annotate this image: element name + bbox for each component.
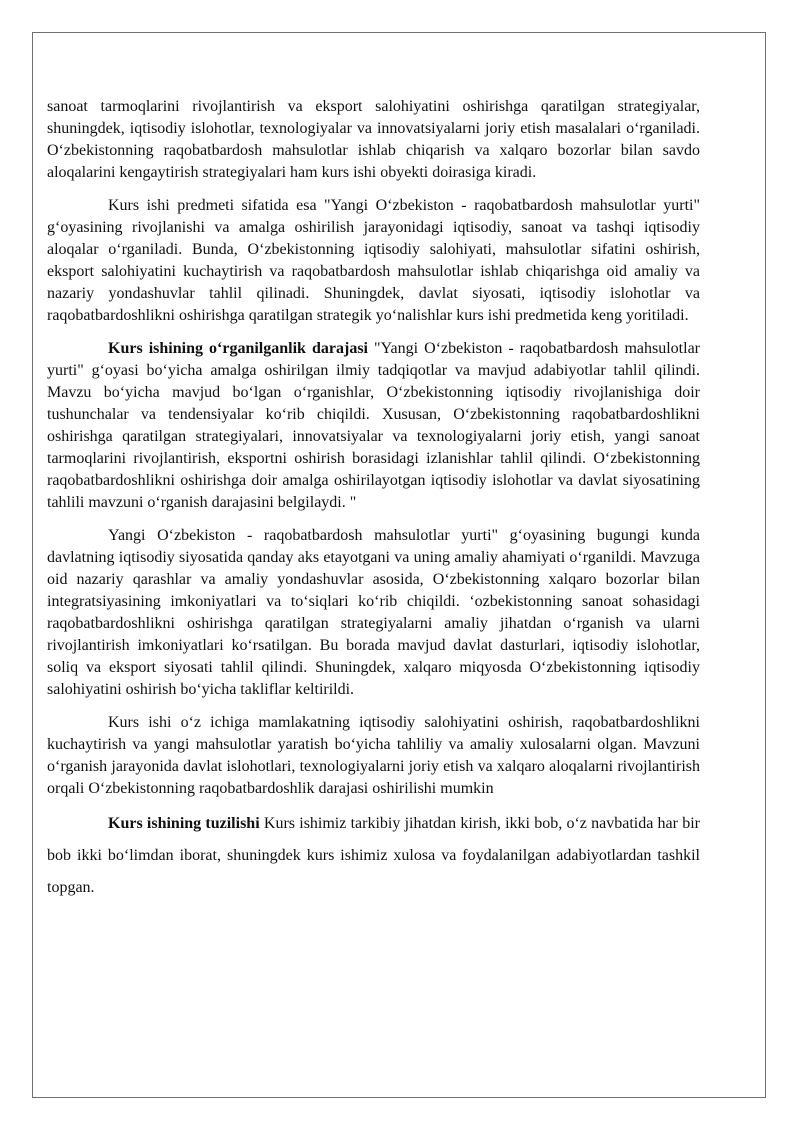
- paragraph-text: Kurs ishi o‘z ichiga mamlakatning iqtisodiy salohiyatini oshirish, raqobatbardoshlikni kuchaytirish va yangi mahsulotlar yaratish bo‘yicha tahliliy va amaliy xulosalarni olgan. Mavzuni o‘rganish jarayonida davlat islohotlari, texnologiyalarni joriy etish va xalqaro aloqalarni rivojlantirish orqali O‘zbekistonning raqobatbardoshlik darajasi oshirilishi mumkin: [47, 714, 700, 797]
- paragraph-study-level: [47, 338, 700, 514]
- paragraph-subject: [47, 195, 700, 327]
- paragraph-lead-heading: Kurs ishining tuzilishi: [108, 815, 260, 832]
- paragraph-structure: [47, 808, 700, 904]
- paragraph-text: Kurs ishi predmeti sifatida esa "Yangi O‘zbekiston - raqobatbardosh mahsulotlar yurti" g‘oyasining rivojlanishi va amalga oshirilish jarayonidagi iqtisodiy, sanoat va tashqi iqtisodiy aloqalar o‘rganiladi. Bunda, O‘zbekistonning iqtisodiy salohiyati, mahsulotlar sifatini oshirish, eksport salohiyatini kuchaytirish va raqobatbardosh mahsulotlar ishlab chiqarishga oid amaliy va nazariy yondashuvlar tahlil qilinadi. Shuningdek, davlat siyosati, iqtisodiy islohotlar va raqobatbardoshlikni oshirishga qaratilgan strategik yo‘nalishlar kurs ishi predmetida keng yoritiladi.: [47, 197, 700, 324]
- paragraph-object-scope: [47, 96, 700, 184]
- paragraph-conclusions: [47, 712, 700, 800]
- document-body: [47, 96, 700, 904]
- paragraph-lead-heading: Kurs ishining o‘rganilganlik darajasi: [108, 340, 368, 357]
- paragraph-text: Kurs ishimiz tarkibiy jihatdan kirish, ikki bob, o‘z navbatida har bir bob ikki bo‘limdan iborat, shuningdek kurs ishimiz xulosa va foydalanilgan adabiyotlardan tashkil topgan.: [47, 815, 701, 896]
- paragraph-text: Yangi O‘zbekiston - raqobatbardosh mahsulotlar yurti" g‘oyasining bugungi kunda davlatning iqtisodiy siyosatida qanday aks etayotgani va uning amaliy ahamiyati o‘rganildi. Mavzuga oid nazariy qarashlar va amaliy yondashuvlar asosida, O‘zbekistonning xalqaro bozorlar bilan integratsiyasining imkoniyatlari va to‘siqlari ko‘rib chiqildi. ‘ozbekistonning sanoat sohasidagi raqobatbardoshlikni oshirishga qaratilgan strategiyalarni amaliy jihatdan o‘rganish va ularni rivojlantirish imkoniyatlari ko‘rsatilgan. Bu borada mavjud davlat dasturlari, iqtisodiy islohotlar, soliq va eksport siyosati tahlil qilindi. Shuningdek, xalqaro miqyosda O‘zbekistonning iqtisodiy salohiyatini oshirish bo‘yicha takliflar keltirildi.: [47, 527, 700, 698]
- paragraph-current-relevance: [47, 525, 700, 701]
- paragraph-text: "Yangi O‘zbekiston - raqobatbardosh mahsulotlar yurti" g‘oyasi bo‘yicha amalga oshirilgan ilmiy tadqiqotlar va mavjud adabiyotlar tahlil qilindi. Mavzu bo‘yicha mavjud bo‘lgan o‘rganishlar, O‘zbekistonning iqtisodiy rivojlanishiga doir tushunchalar va tendensiyalar ko‘rib chiqildi. Xususan, O‘zbekistonning raqobatbardoshlikni oshirishga qaratilgan strategiyalari, innovatsiyalar va texnologiyalarni joriy etish, yangi sanoat tarmoqlarini rivojlantirish, eksportni oshirish borasidagi izlanishlar tahlil qilindi. O‘zbekistonning raqobatbardoshlikni oshirishga doir amalga oshirilayotgan iqtisodiy islohotlar va davlat siyosatining tahlili mavzuni o‘rganish darajasini belgilaydi. ": [47, 340, 700, 511]
- paragraph-text: sanoat tarmoqlarini rivojlantirish va eksport salohiyatini oshirishga qaratilgan strategiyalar, shuningdek, iqtisodiy islohotlar, texnologiyalar va innovatsiyalarni joriy etish masalalari o‘rganiladi. O‘zbekistonning raqobatbardosh mahsulotlar ishlab chiqarish va xalqaro bozorlar bilan savdo aloqalarini kengaytirish strategiyalari ham kurs ishi obyekti doirasiga kiradi.: [47, 98, 700, 181]
